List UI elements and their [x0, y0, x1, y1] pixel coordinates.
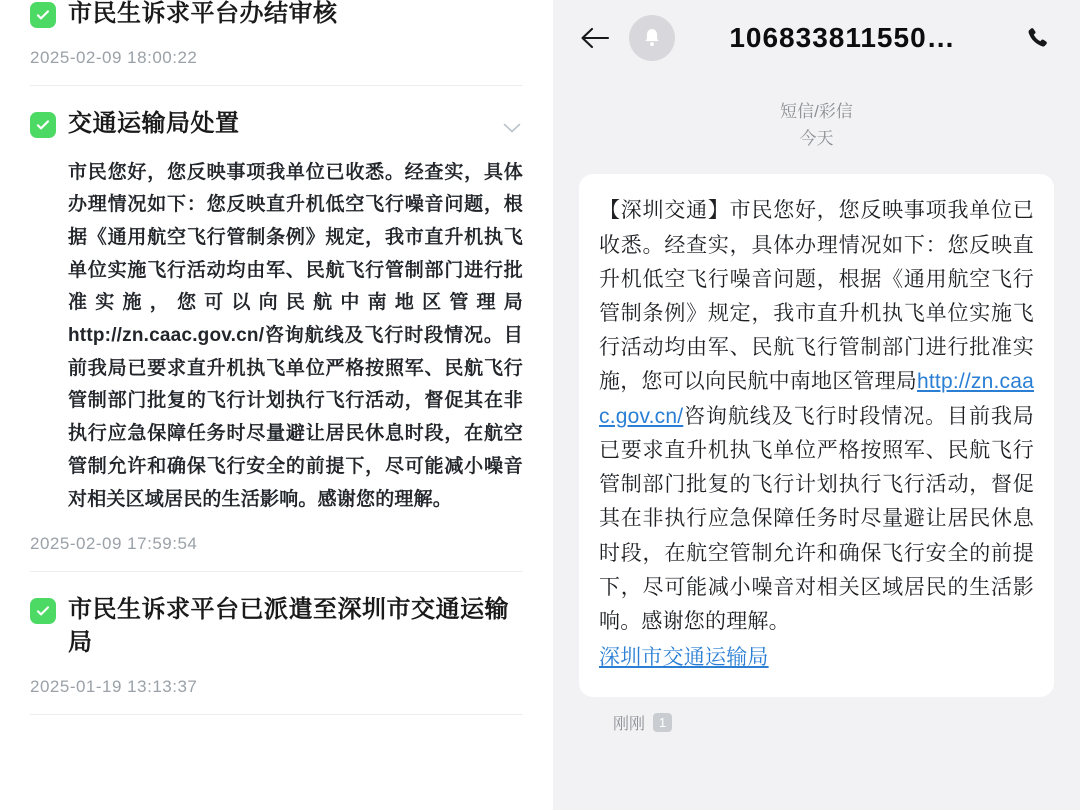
timeline-item-title: 交通运输局处置 [68, 110, 240, 138]
bottom-spacer [553, 794, 1080, 810]
contact-avatar-icon[interactable] [629, 15, 675, 61]
message-count-badge: 1 [653, 713, 672, 732]
timeline-item[interactable] [30, 108, 523, 516]
back-arrow-icon[interactable] [575, 18, 615, 58]
message-timestamp: 刚刚 [613, 716, 646, 734]
check-node-icon [30, 112, 56, 138]
channel-label: 短信/彩信 [780, 102, 853, 121]
day-label: 今天 [799, 129, 834, 149]
chevron-down-icon[interactable] [503, 122, 521, 137]
message-signature-link[interactable]: 深圳市交通运输局 [599, 646, 769, 670]
message-text-after-link: 咨询航线及飞行时段情况。目前我局已要求直升机执飞单位严格按照军、民航飞行管制部门批复的飞行计划执行飞行活动，督促其在非执行应急保障任务时尽量避让居民休息时段，在航空管制允许和确保飞行安全的前提下，尽可能减小噪音对相关区域居民的生活影响。感谢您的理解。 [599, 404, 1034, 633]
conversation-meta [553, 76, 1080, 162]
timeline-item-title: 市民生诉求平台已派遣至深圳市交通运输局 [68, 596, 509, 656]
sms-header [553, 0, 1080, 76]
timeline-item[interactable] [30, 0, 523, 30]
timeline-item-time: 2025-01-19 13:13:37 [30, 676, 198, 696]
message-link[interactable]: http://zn.caac.gov.cn/ [599, 370, 1035, 428]
timeline-item-body: 市民您好，您反映事项我单位已收悉。经查实，具体办理情况如下：您反映直升机低空飞行噪音问题，根据《通用航空飞行管制条例》规定，我市直升机执飞单位实施飞行活动均由军、民航飞行管制部门进行批准实施，您可以向民航中南地区管理局http://zn.caac.gov.cn/咨询航线及飞行时段情况。目前我局已要求直升机执飞单位严格按照军、民航飞行管制部门批复的飞行计划执行飞行活动，督促其在非执行应急保障任务时尽量避让居民休息时段，在航空管制允许和确保飞行安全的前提下，尽可能减小噪音对相关区域居民的生活影响。感谢您的理解。 [68, 161, 523, 510]
check-node-icon [30, 2, 56, 28]
message-bubble-container [553, 162, 1080, 734]
sms-message-bubble[interactable] [579, 174, 1054, 697]
sms-contact-title: 106833811550… [729, 22, 956, 53]
message-prefix: 【深圳交通】 [599, 199, 730, 223]
message-footer [579, 697, 1054, 734]
timeline-item-title: 市民生诉求平台办结审核 [68, 0, 338, 27]
divider [30, 714, 523, 715]
timeline-item-time: 2025-02-09 17:59:54 [30, 534, 198, 554]
timeline-item[interactable] [30, 594, 523, 659]
sms-conversation-pane [553, 0, 1080, 810]
timeline-item-time: 2025-02-09 18:00:22 [30, 48, 198, 68]
message-text-before-link: 市民您好，您反映事项我单位已收悉。经查实，具体办理情况如下：您反映直升机低空飞行噪音问题，根据《通用航空飞行管制条例》规定，我市直升机执飞单位实施飞行活动均由军、民航飞行管制部门进行批准实施，您可以向民航中南地区管理局 [599, 199, 1034, 394]
check-node-icon [30, 598, 56, 624]
phone-call-icon[interactable] [1016, 17, 1058, 59]
